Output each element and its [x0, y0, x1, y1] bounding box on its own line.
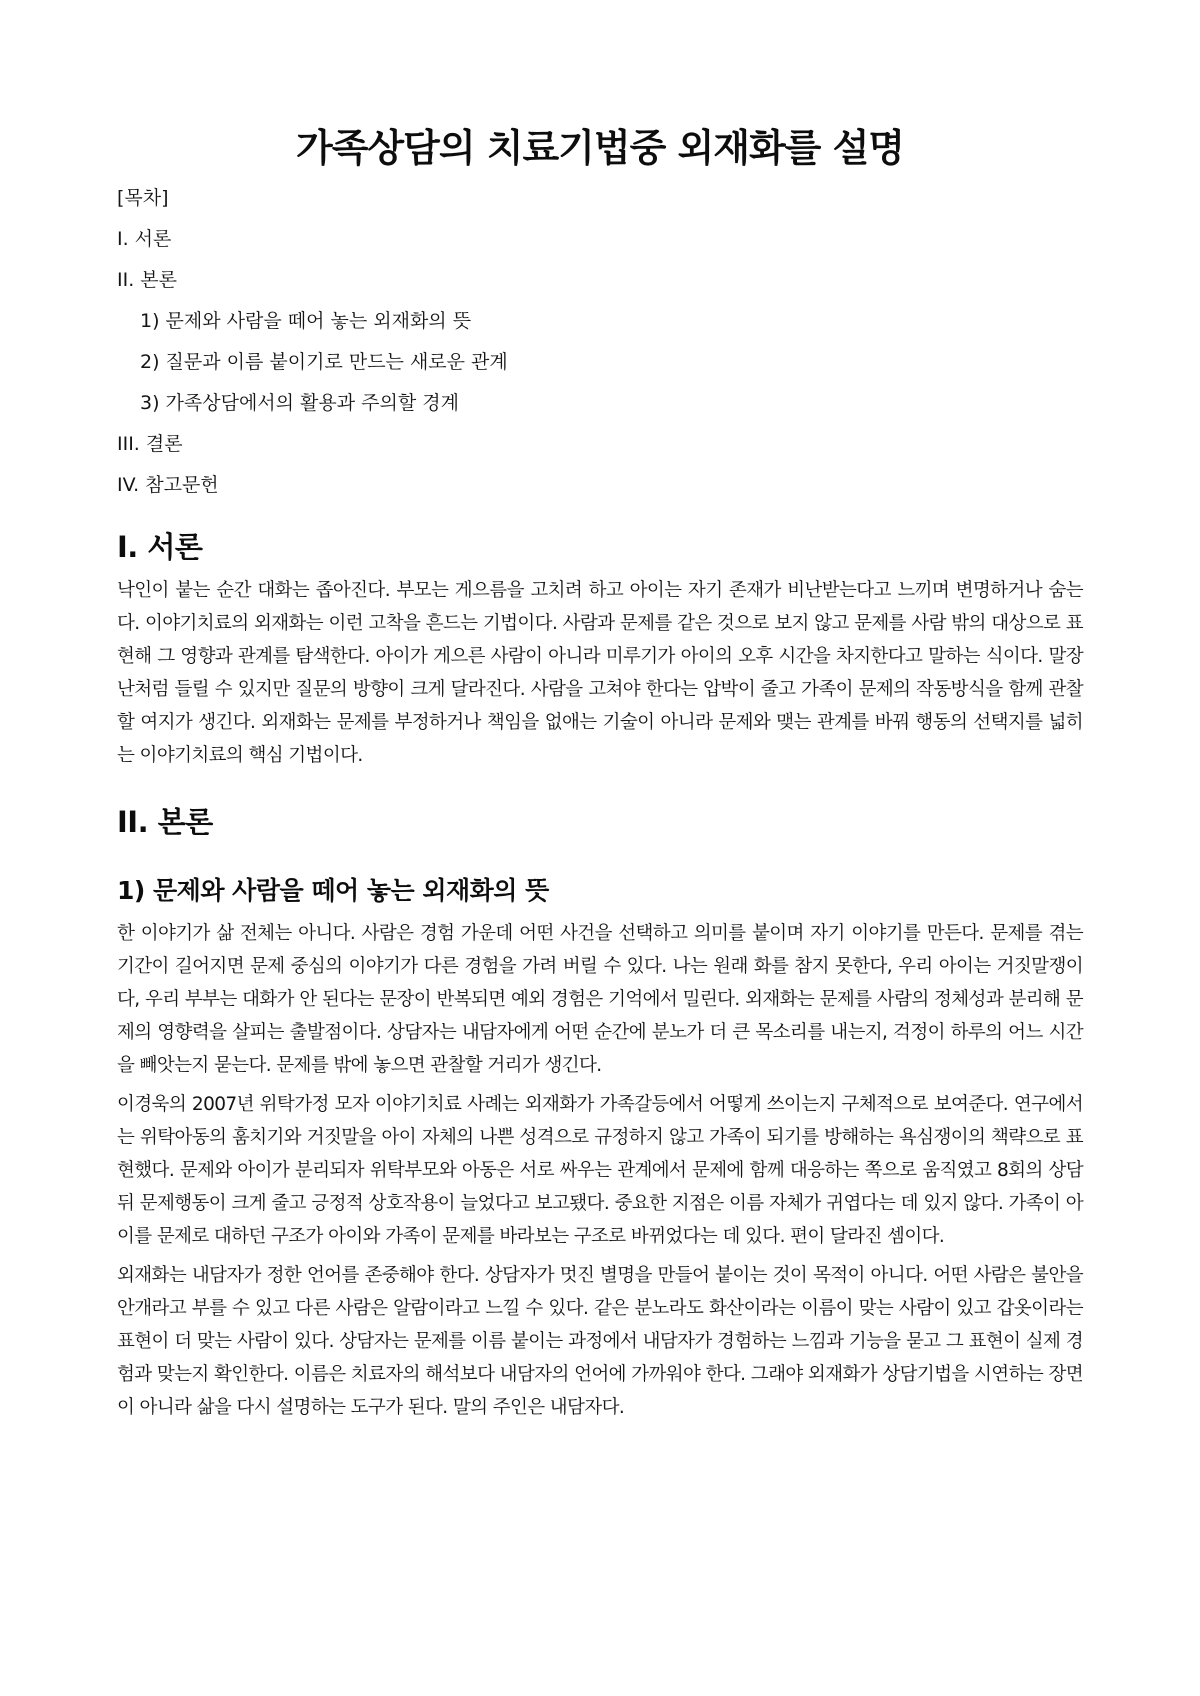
toc-item-introduction: I. 서론: [117, 228, 172, 250]
toc-heading: [목차]: [117, 187, 169, 209]
body-paragraph-1: 한 이야기가 삶 전체는 아니다. 사람은 경험 가운데 어떤 사건을 선택하고 의미를 붙이며 자기 이야기를 만든다. 문제를 겪는 기간이 길어지면 문제 중심의 이야기가 다른 경험을 가려 버릴 수 있다. 나는 원래 화를 참지 못한다, 우리 아이는 거짓말쟁이다, 우리 부부는 대화가 안 된다는 문장이 반복되면 예외 경험은 기억에서 밀린다. 외재화는 문제를 사람의 정체성과 분리해 문제의 영향력을 살피는 출발점이다. 상담자는 내담자에게 어떤 순간에 분노가 더 큰 목소리를 내는지, 걱정이 하루의 어느 시간을 빼앗는지 묻는다. 문제를 밖에 놓으면 관찰할 거리가 생긴다.: [117, 923, 1083, 1076]
document-title: 가족상담의 치료기법중 외재화를 설명: [295, 126, 905, 170]
toc-subitem-2: 2) 질문과 이름 붙이기로 만드는 새로운 관계: [140, 351, 508, 373]
table-of-contents: [117, 186, 1083, 497]
section-heading-body: II. 본론: [117, 805, 213, 839]
body-paragraph-2: 이경욱의 2007년 위탁가정 모자 이야기치료 사례는 외재화가 가족갈등에서 어떻게 쓰이는지 구체적으로 보여준다. 연구에서는 위탁아동의 훔치기와 거짓말을 아이 자체의 나쁜 성격으로 규정하지 않고 가족이 되기를 방해하는 욕심쟁이의 책략으로 표현했다. 문제와 아이가 분리되자 위탁부모와 아동은 서로 싸우는 관계에서 문제에 함께 대응하는 쪽으로 움직였고 8회의 상담 뒤 문제행동이 크게 줄고 긍정적 상호작용이 늘었다고 보고됐다. 중요한 지점은 이름 자체가 귀엽다는 데 있지 않다. 가족이 아이를 문제로 대하던 구조가 아이와 가족이 문제를 바라보는 구조로 바뀌었다는 데 있다. 편이 달라진 셈이다.: [117, 1094, 1083, 1247]
section-heading-introduction: I. 서론: [117, 530, 203, 564]
body-paragraph-3: 외재화는 내담자가 정한 언어를 존중해야 한다. 상담자가 멋진 별명을 만들어 붙이는 것이 목적이 아니다. 어떤 사람은 불안을 안개라고 부를 수 있고 다른 사람은 알람이라고 느낄 수 있다. 같은 분노라도 화산이라는 이름이 맞는 사람이 있고 갑옷이라는 표현이 더 맞는 사람이 있다. 상담자는 문제를 이름 붙이는 과정에서 내담자가 경험하는 느낌과 기능을 묻고 그 표현이 실제 경험과 맞는지 확인한다. 이름은 치료자의 해석보다 내담자의 언어에 가까워야 한다. 그래야 외재화가 상담기법을 시연하는 장면이 아니라 삶을 다시 설명하는 도구가 된다. 말의 주인은 내담자다.: [117, 1265, 1083, 1418]
document-page: [117, 0, 1083, 1424]
subsection-heading-1: 1) 문제와 사람을 떼어 놓는 외재화의 뜻: [117, 876, 549, 905]
toc-item-references: IV. 참고문헌: [117, 474, 219, 496]
toc-item-conclusion: III. 결론: [117, 433, 183, 455]
toc-subitem-1: 1) 문제와 사람을 떼어 놓는 외재화의 뜻: [140, 310, 472, 332]
introduction-paragraph: 낙인이 붙는 순간 대화는 좁아진다. 부모는 게으름을 고치려 하고 아이는 자기 존재가 비난받는다고 느끼며 변명하거나 숨는다. 이야기치료의 외재화는 이런 고착을 흔드는 기법이다. 사람과 문제를 같은 것으로 보지 않고 문제를 사람 밖의 대상으로 표현해 그 영향과 관계를 탐색한다. 아이가 게으른 사람이 아니라 미루기가 아이의 오후 시간을 차지한다고 말하는 식이다. 말장난처럼 들릴 수 있지만 질문의 방향이 크게 달라진다. 사람을 고쳐야 한다는 압박이 줄고 가족이 문제의 작동방식을 함께 관찰할 여지가 생긴다. 외재화는 문제를 부정하거나 책임을 없애는 기술이 아니라 문제와 맺는 관계를 바꿔 행동의 선택지를 넓히는 이야기치료의 핵심 기법이다.: [117, 580, 1083, 766]
toc-subitem-3: 3) 가족상담에서의 활용과 주의할 경계: [140, 392, 459, 414]
toc-item-body: II. 본론: [117, 269, 177, 291]
